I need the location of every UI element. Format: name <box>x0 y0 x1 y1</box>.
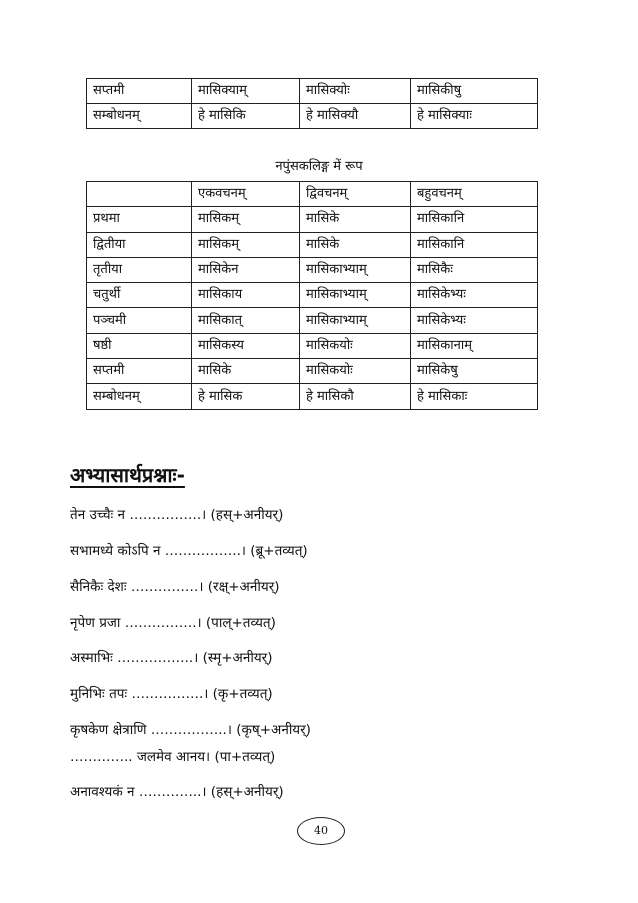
table-cell: मासिकाभ्याम् <box>300 257 411 282</box>
table-cell: मासिकम् <box>192 207 300 232</box>
exercise-item: सभामध्ये कोऽपि न ……………..। (ब्रू+तव्यत्) <box>70 543 308 559</box>
table-cell: मासिके <box>300 232 411 257</box>
table-cell: सम्बोधनम् <box>87 384 192 409</box>
table-cell: हे मासिकौ <box>300 384 411 409</box>
table-row <box>87 257 538 282</box>
table-cell: मासिकाभ्याम् <box>300 283 411 308</box>
table-cell: मासिकयोः <box>300 359 411 384</box>
table-cell: मासिक्याम् <box>192 79 300 104</box>
table-cell: मासिकानि <box>411 207 538 232</box>
table-header-cell: द्विवचनम् <box>300 182 411 207</box>
table-row <box>87 207 538 232</box>
table-cell: मासिकम् <box>192 232 300 257</box>
table-cell: षष्ठी <box>87 333 192 358</box>
table-cell: हे मासिकाः <box>411 384 538 409</box>
page-number: 40 <box>297 817 345 845</box>
table-cell: चतुर्थी <box>87 283 192 308</box>
table-cell: मासिकैः <box>411 257 538 282</box>
table-header-row <box>87 182 538 207</box>
table-cell: मासिकाय <box>192 283 300 308</box>
table-row <box>87 359 538 384</box>
table-cell: हे मासिक्याः <box>411 104 538 129</box>
table-cell: मासिकयोः <box>300 333 411 358</box>
declension-table-neuter <box>86 181 538 410</box>
table-cell: सप्तमी <box>87 359 192 384</box>
table-cell: तृतीया <box>87 257 192 282</box>
table-row <box>87 232 538 257</box>
table-cell: मासिकेन <box>192 257 300 282</box>
exercise-item: कृषकेण क्षेत्राणि ……………..। (कृष्+अनीयर्) <box>70 722 311 738</box>
table-cell: मासिकेभ्यः <box>411 308 538 333</box>
exercise-item: ………….. जलमेव आनय। (पा+तव्यत्) <box>70 749 276 765</box>
table-cell: प्रथमा <box>87 207 192 232</box>
table-row <box>87 384 538 409</box>
table-cell: मासिकेभ्यः <box>411 283 538 308</box>
table-cell: मासिकानाम् <box>411 333 538 358</box>
table-row <box>87 79 538 104</box>
exercise-item: अस्माभिः ……………..। (स्मृ+अनीयर्) <box>70 650 273 666</box>
table-cell: हे मासिक <box>192 384 300 409</box>
exercise-item: अनावश्यकं न …………..। (हस्+अनीयर्) <box>70 784 284 800</box>
table-cell: हे मासिकि <box>192 104 300 129</box>
table-header-cell: बहुवचनम् <box>411 182 538 207</box>
table-cell: मासिक्योः <box>300 79 411 104</box>
exercise-heading: अभ्यासार्थप्रश्नाः- <box>70 463 185 487</box>
neuter-table-heading: नपुंसकलिङ्ग में रूप <box>275 159 363 174</box>
exercise-item: मुनिभिः तपः …………….। (कृ+तव्यत्) <box>70 686 273 702</box>
table-row <box>87 333 538 358</box>
table-cell: मासिकेषु <box>411 359 538 384</box>
table-cell: द्वितीया <box>87 232 192 257</box>
table-cell: पञ्चमी <box>87 308 192 333</box>
table-cell: मासिके <box>192 359 300 384</box>
table-cell: मासिकानि <box>411 232 538 257</box>
table-header-cell: एकवचनम् <box>192 182 300 207</box>
exercise-item: सैनिकैः देशः ……………। (रक्ष्+अनीयर्) <box>70 579 280 595</box>
table-cell: सम्बोधनम् <box>87 104 192 129</box>
table-cell: सप्तमी <box>87 79 192 104</box>
table-cell: मासिकात् <box>192 308 300 333</box>
table-cell: हे मासिक्यौ <box>300 104 411 129</box>
table-header-cell <box>87 182 192 207</box>
exercise-item: नृपेण प्रजा …………….। (पाल्+तव्यत्) <box>70 615 276 631</box>
declension-table-feminine-end <box>86 78 538 129</box>
table-cell: मासिकस्य <box>192 333 300 358</box>
table-row <box>87 283 538 308</box>
table-row <box>87 308 538 333</box>
table-row <box>87 104 538 129</box>
table-cell: मासिकीषु <box>411 79 538 104</box>
table-cell: मासिके <box>300 207 411 232</box>
exercise-item: तेन उच्चैः न …………….। (हस्+अनीयर्) <box>70 507 284 523</box>
table-cell: मासिकाभ्याम् <box>300 308 411 333</box>
